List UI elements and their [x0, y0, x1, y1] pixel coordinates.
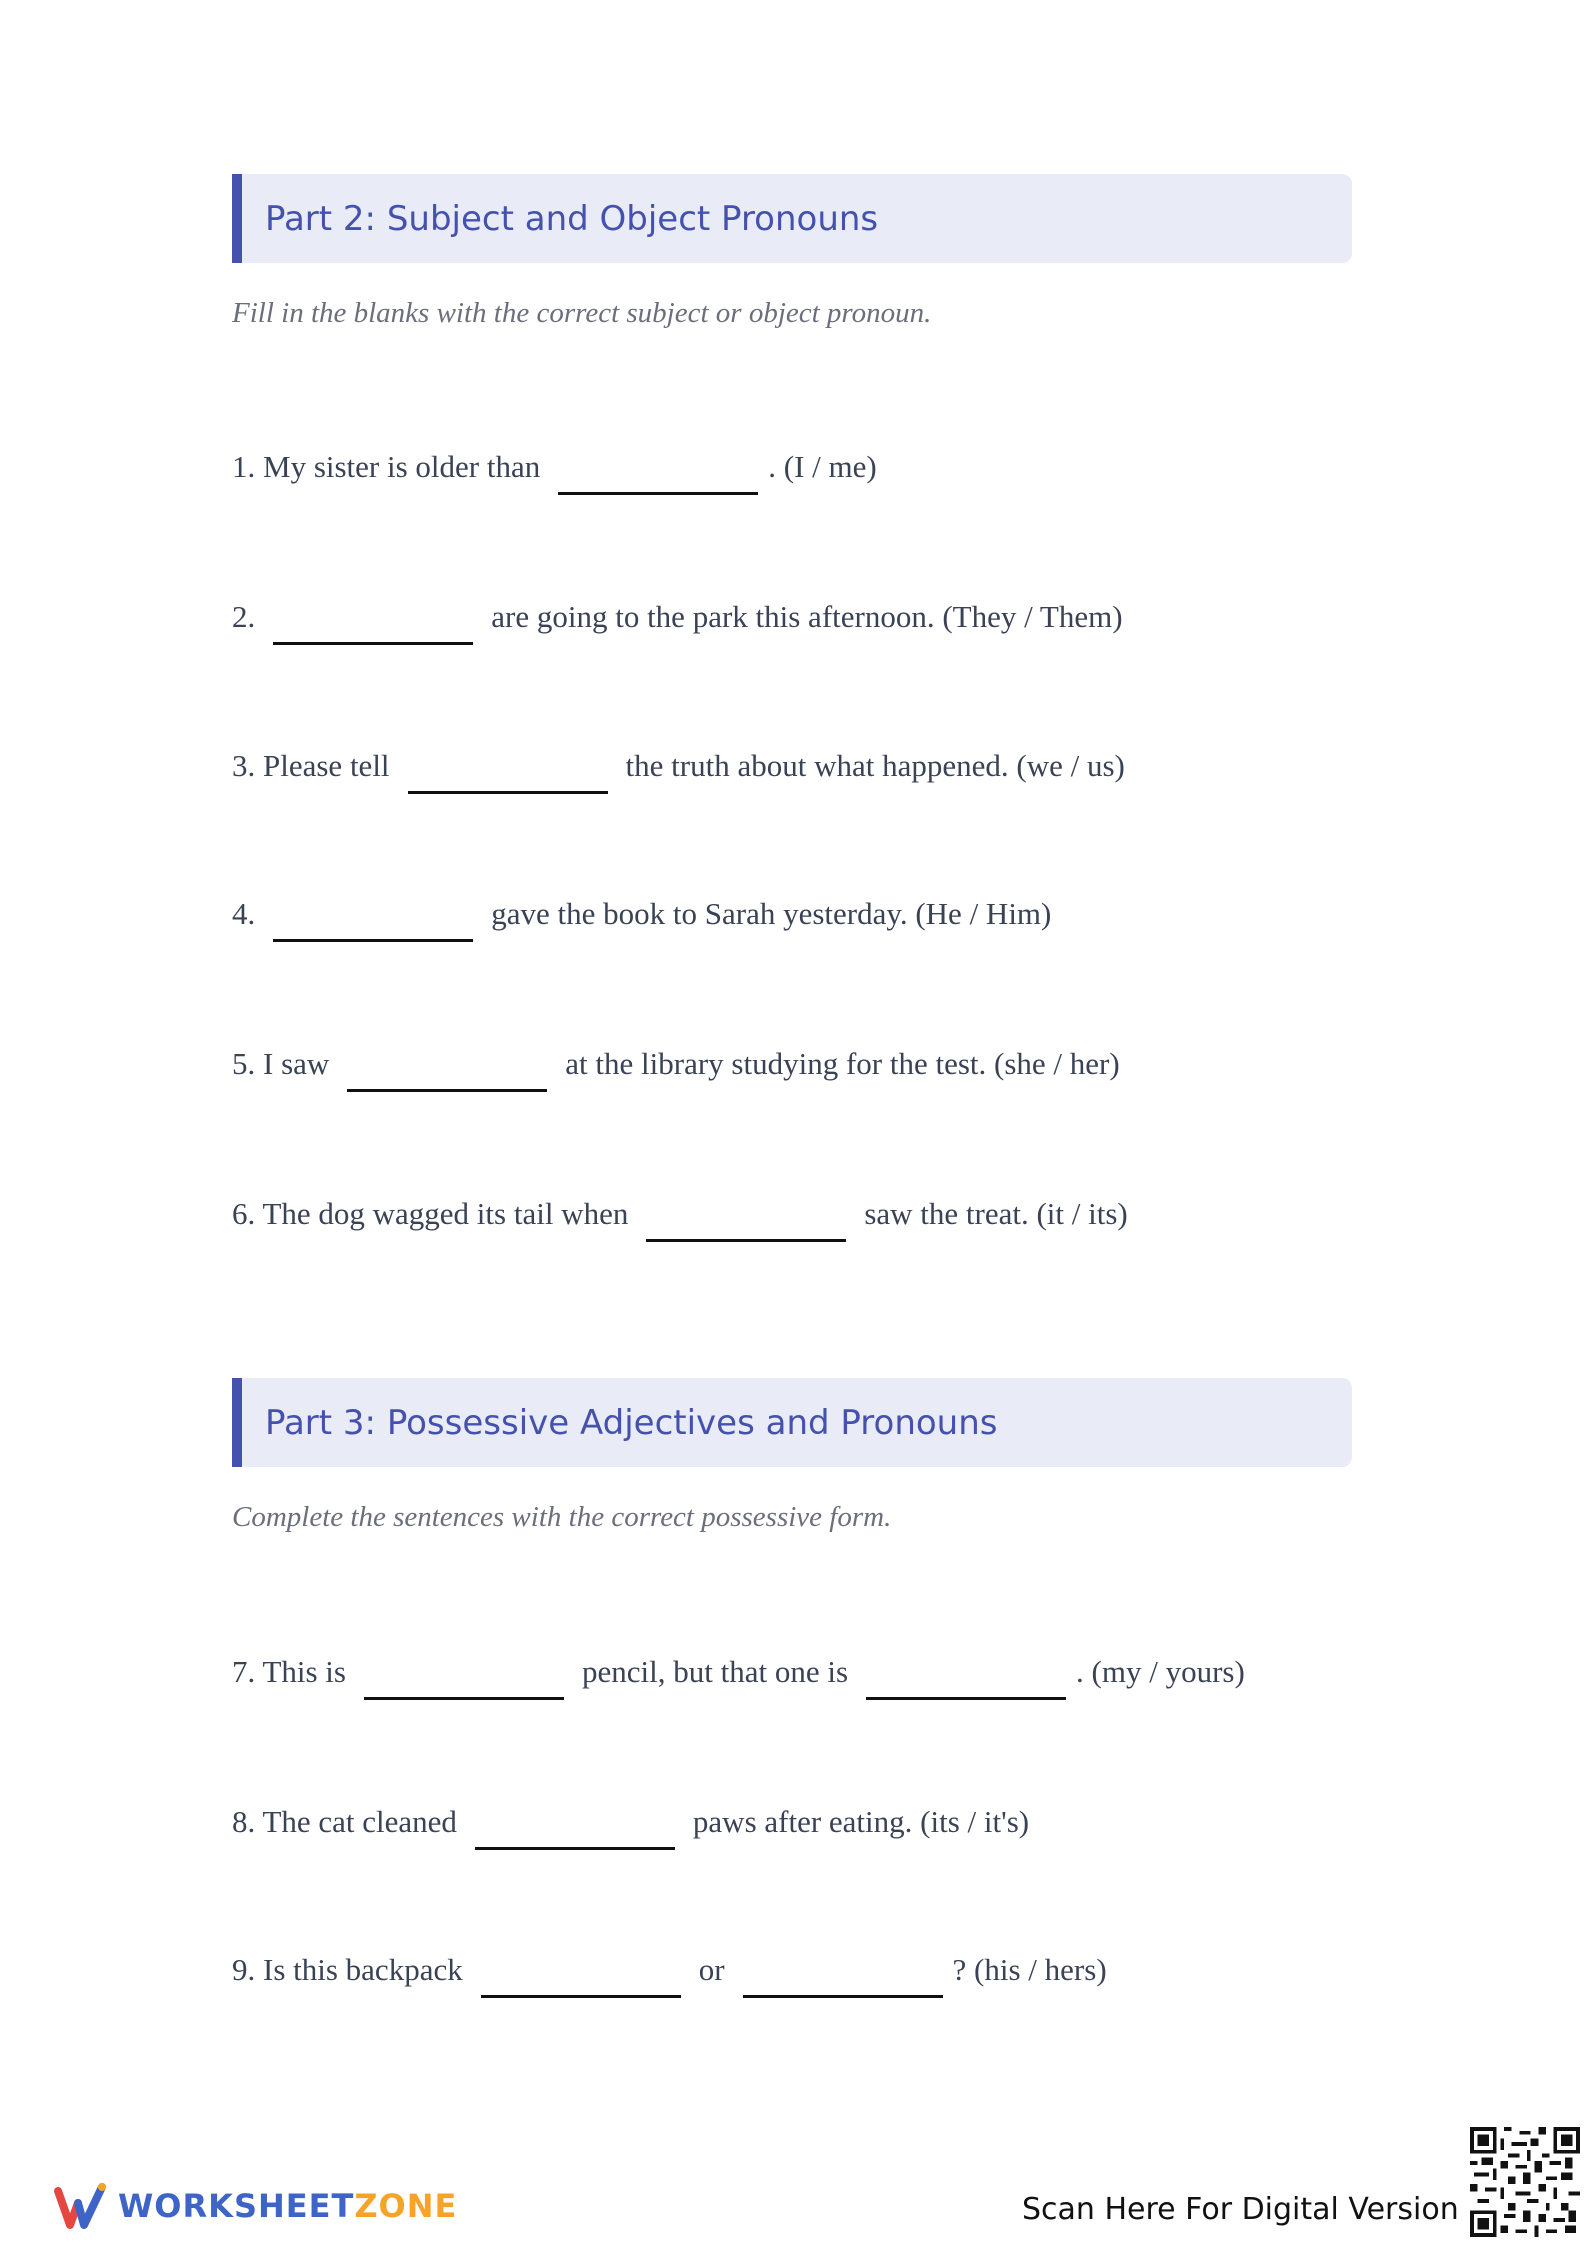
q1-text-after: . (I / me) [768, 449, 877, 484]
q1-blank[interactable] [558, 448, 758, 495]
q6-text-after: saw the treat. (it / its) [864, 1196, 1128, 1231]
q7-text-after: . (my / yours) [1076, 1654, 1245, 1689]
part2-header [232, 174, 1352, 263]
q2-blank[interactable] [273, 598, 473, 645]
q2-text-before: 2. [232, 599, 256, 634]
worksheetzone-logo[interactable] [54, 2176, 457, 2236]
part2-instructions: Fill in the blanks with the correct subject or object pronoun. [232, 297, 932, 329]
q3-text-after: the truth about what happened. (we / us) [625, 748, 1125, 783]
q2-text-after: are going to the park this afternoon. (They / Them) [491, 599, 1123, 634]
q9-text-middle: or [698, 1952, 725, 1987]
part3-title: Part 3: Possessive Adjectives and Pronouns [265, 1402, 998, 1443]
question-5 [232, 1034, 1120, 1094]
q8-text-after: paws after eating. (its / it's) [692, 1804, 1030, 1839]
worksheetzone-logo-icon [54, 2179, 108, 2233]
q4-blank[interactable] [273, 895, 473, 942]
q5-text-before: 5. I saw [232, 1046, 330, 1081]
q8-blank[interactable] [475, 1803, 675, 1850]
question-7 [232, 1642, 1245, 1702]
question-6 [232, 1184, 1128, 1244]
q9-text-after: ? (his / hers) [952, 1952, 1107, 1987]
logo-text-zone: ZONE [354, 2187, 458, 2225]
part3-instructions: Complete the sentences with the correct possessive form. [232, 1501, 892, 1533]
q7-text-middle: pencil, but that one is [581, 1654, 849, 1689]
q7-blank-2[interactable] [866, 1653, 1066, 1700]
q5-blank[interactable] [347, 1045, 547, 1092]
q1-text-before: 1. My sister is older than [232, 449, 541, 484]
q4-text-after: gave the book to Sarah yesterday. (He / Him) [491, 896, 1052, 931]
question-8 [232, 1792, 1029, 1852]
q8-text-before: 8. The cat cleaned [232, 1804, 457, 1839]
question-9 [232, 1940, 1107, 2000]
question-1 [232, 437, 877, 497]
q9-blank-1[interactable] [481, 1951, 681, 1998]
question-4 [232, 884, 1051, 944]
q6-text-before: 6. The dog wagged its tail when [232, 1196, 629, 1231]
part3-header [232, 1378, 1352, 1467]
q6-blank[interactable] [646, 1195, 846, 1242]
q4-text-before: 4. [232, 896, 256, 931]
part2-title: Part 2: Subject and Object Pronouns [265, 198, 879, 239]
q3-blank[interactable] [408, 747, 608, 794]
logo-text-worksheet: WORKSHEET [118, 2187, 355, 2225]
worksheetzone-logo-text [118, 2187, 457, 2225]
q5-text-after: at the library studying for the test. (she / her) [565, 1046, 1120, 1081]
q9-blank-2[interactable] [743, 1951, 943, 1998]
question-3 [232, 736, 1125, 796]
q7-blank-1[interactable] [364, 1653, 564, 1700]
question-2 [232, 587, 1123, 647]
q7-text-before: 7. This is [232, 1654, 346, 1689]
qr-code-icon[interactable] [1470, 2127, 1580, 2237]
scan-digital-version-text: Scan Here For Digital Version [1022, 2192, 1459, 2227]
q9-text-before: 9. Is this backpack [232, 1952, 463, 1987]
q3-text-before: 3. Please tell [232, 748, 390, 783]
